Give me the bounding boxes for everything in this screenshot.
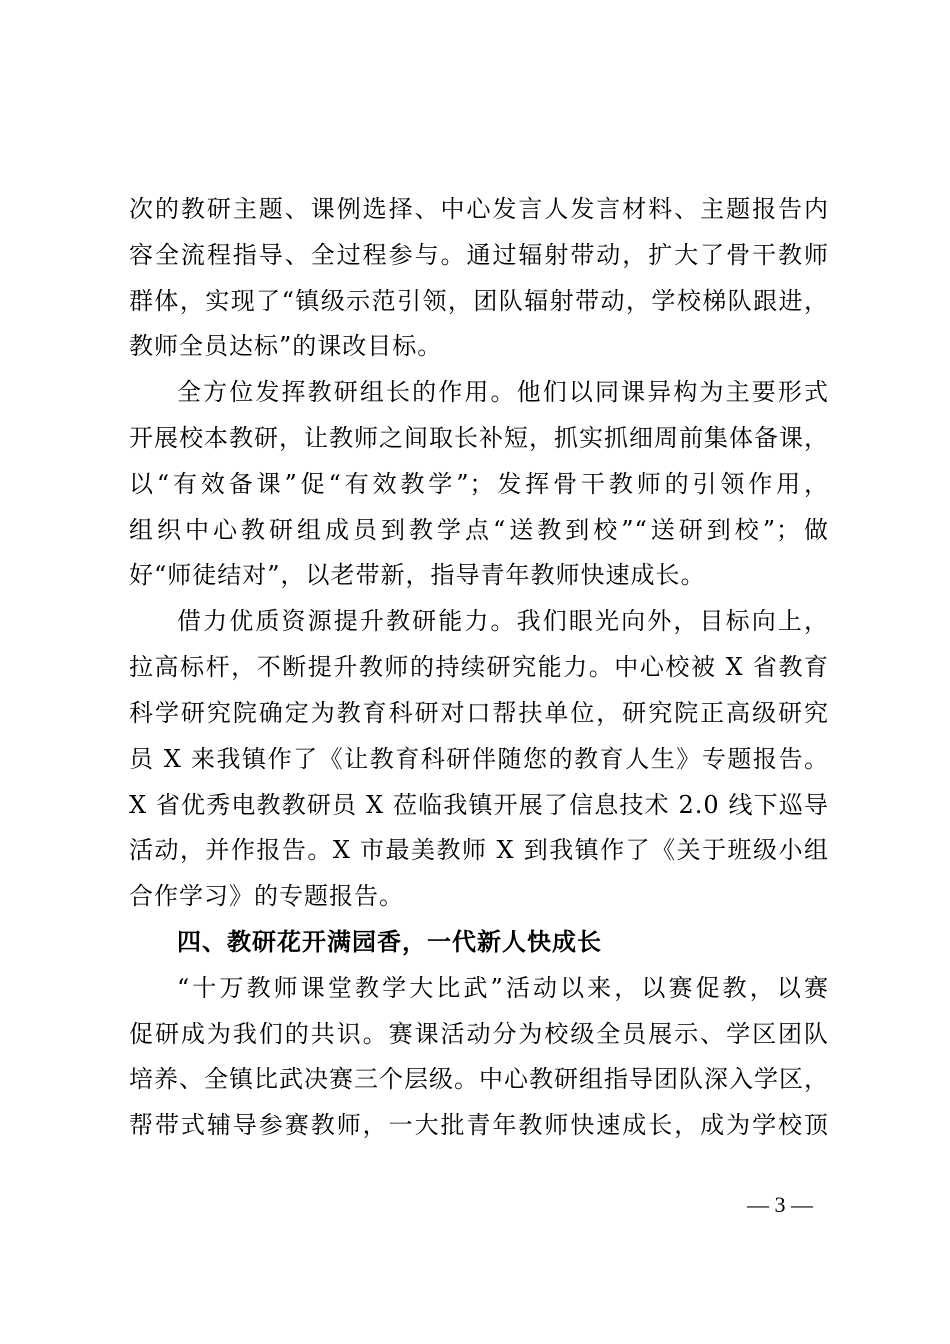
paragraph-line: 组织中心教研组成员到教学点“送教到校”“送研到校”；做 xyxy=(129,516,829,544)
paragraph-line: 群体，实现了“镇级示范引领，团队辐射带动，学校梯队跟进， xyxy=(129,287,829,315)
paragraph-line: 全方位发挥教研组长的作用。他们以同课异构为主要形式 xyxy=(177,378,829,406)
paragraph-line: 培养、全镇比武决赛三个层级。中心教研组指导团队深入学区， xyxy=(129,1065,829,1093)
paragraph-line: 合作学习》的专题报告。 xyxy=(129,882,404,910)
page-number: — 3 — xyxy=(747,1192,813,1217)
paragraph-line: 开展校本教研，让教师之间取长补短，抓实抓细周前集体备课， xyxy=(129,424,829,452)
paragraph-line: “十万教师课堂教学大比武”活动以来，以赛促教，以赛 xyxy=(177,974,829,1002)
paragraph-line: 以“有效备课”促“有效教学”；发挥骨干教师的引领作用， xyxy=(129,470,829,498)
paragraph-line: 员 X 来我镇作了《让教育科研伴随您的教育人生》专题报告。 xyxy=(129,745,829,773)
paragraph-line: X 省优秀电教教研员 X 莅临我镇开展了信息技术 2.0 线下巡导 xyxy=(129,791,829,819)
paragraph-line: 科学研究院确定为教育科研对口帮扶单位，研究院正高级研究 xyxy=(129,699,829,727)
section-heading: 四、教研花开满园香，一代新人快成长 xyxy=(177,928,602,956)
paragraph-line: 借力优质资源提升教研能力。我们眼光向外，目标向上， xyxy=(177,607,829,635)
paragraph-line: 容全流程指导、全过程参与。通过辐射带动，扩大了骨干教师 xyxy=(129,241,829,269)
paragraph-line: 好“师徒结对”，以老带新，指导青年教师快速成长。 xyxy=(129,561,706,589)
paragraph-line: 拉高标杆，不断提升教师的持续研究能力。中心校被 X 省教育 xyxy=(129,653,829,681)
paragraph-line: 促研成为我们的共识。赛课活动分为校级全员展示、学区团队 xyxy=(129,1020,829,1048)
paragraph-line: 教师全员达标”的课改目标。 xyxy=(129,332,443,360)
paragraph-line: 帮带式辅导参赛教师，一大批青年教师快速成长，成为学校顶 xyxy=(129,1111,829,1139)
paragraph-line: 活动，并作报告。X 市最美教师 X 到我镇作了《关于班级小组 xyxy=(129,836,829,864)
paragraph-line: 次的教研主题、课例选择、中心发言人发言材料、主题报告内 xyxy=(129,195,829,223)
